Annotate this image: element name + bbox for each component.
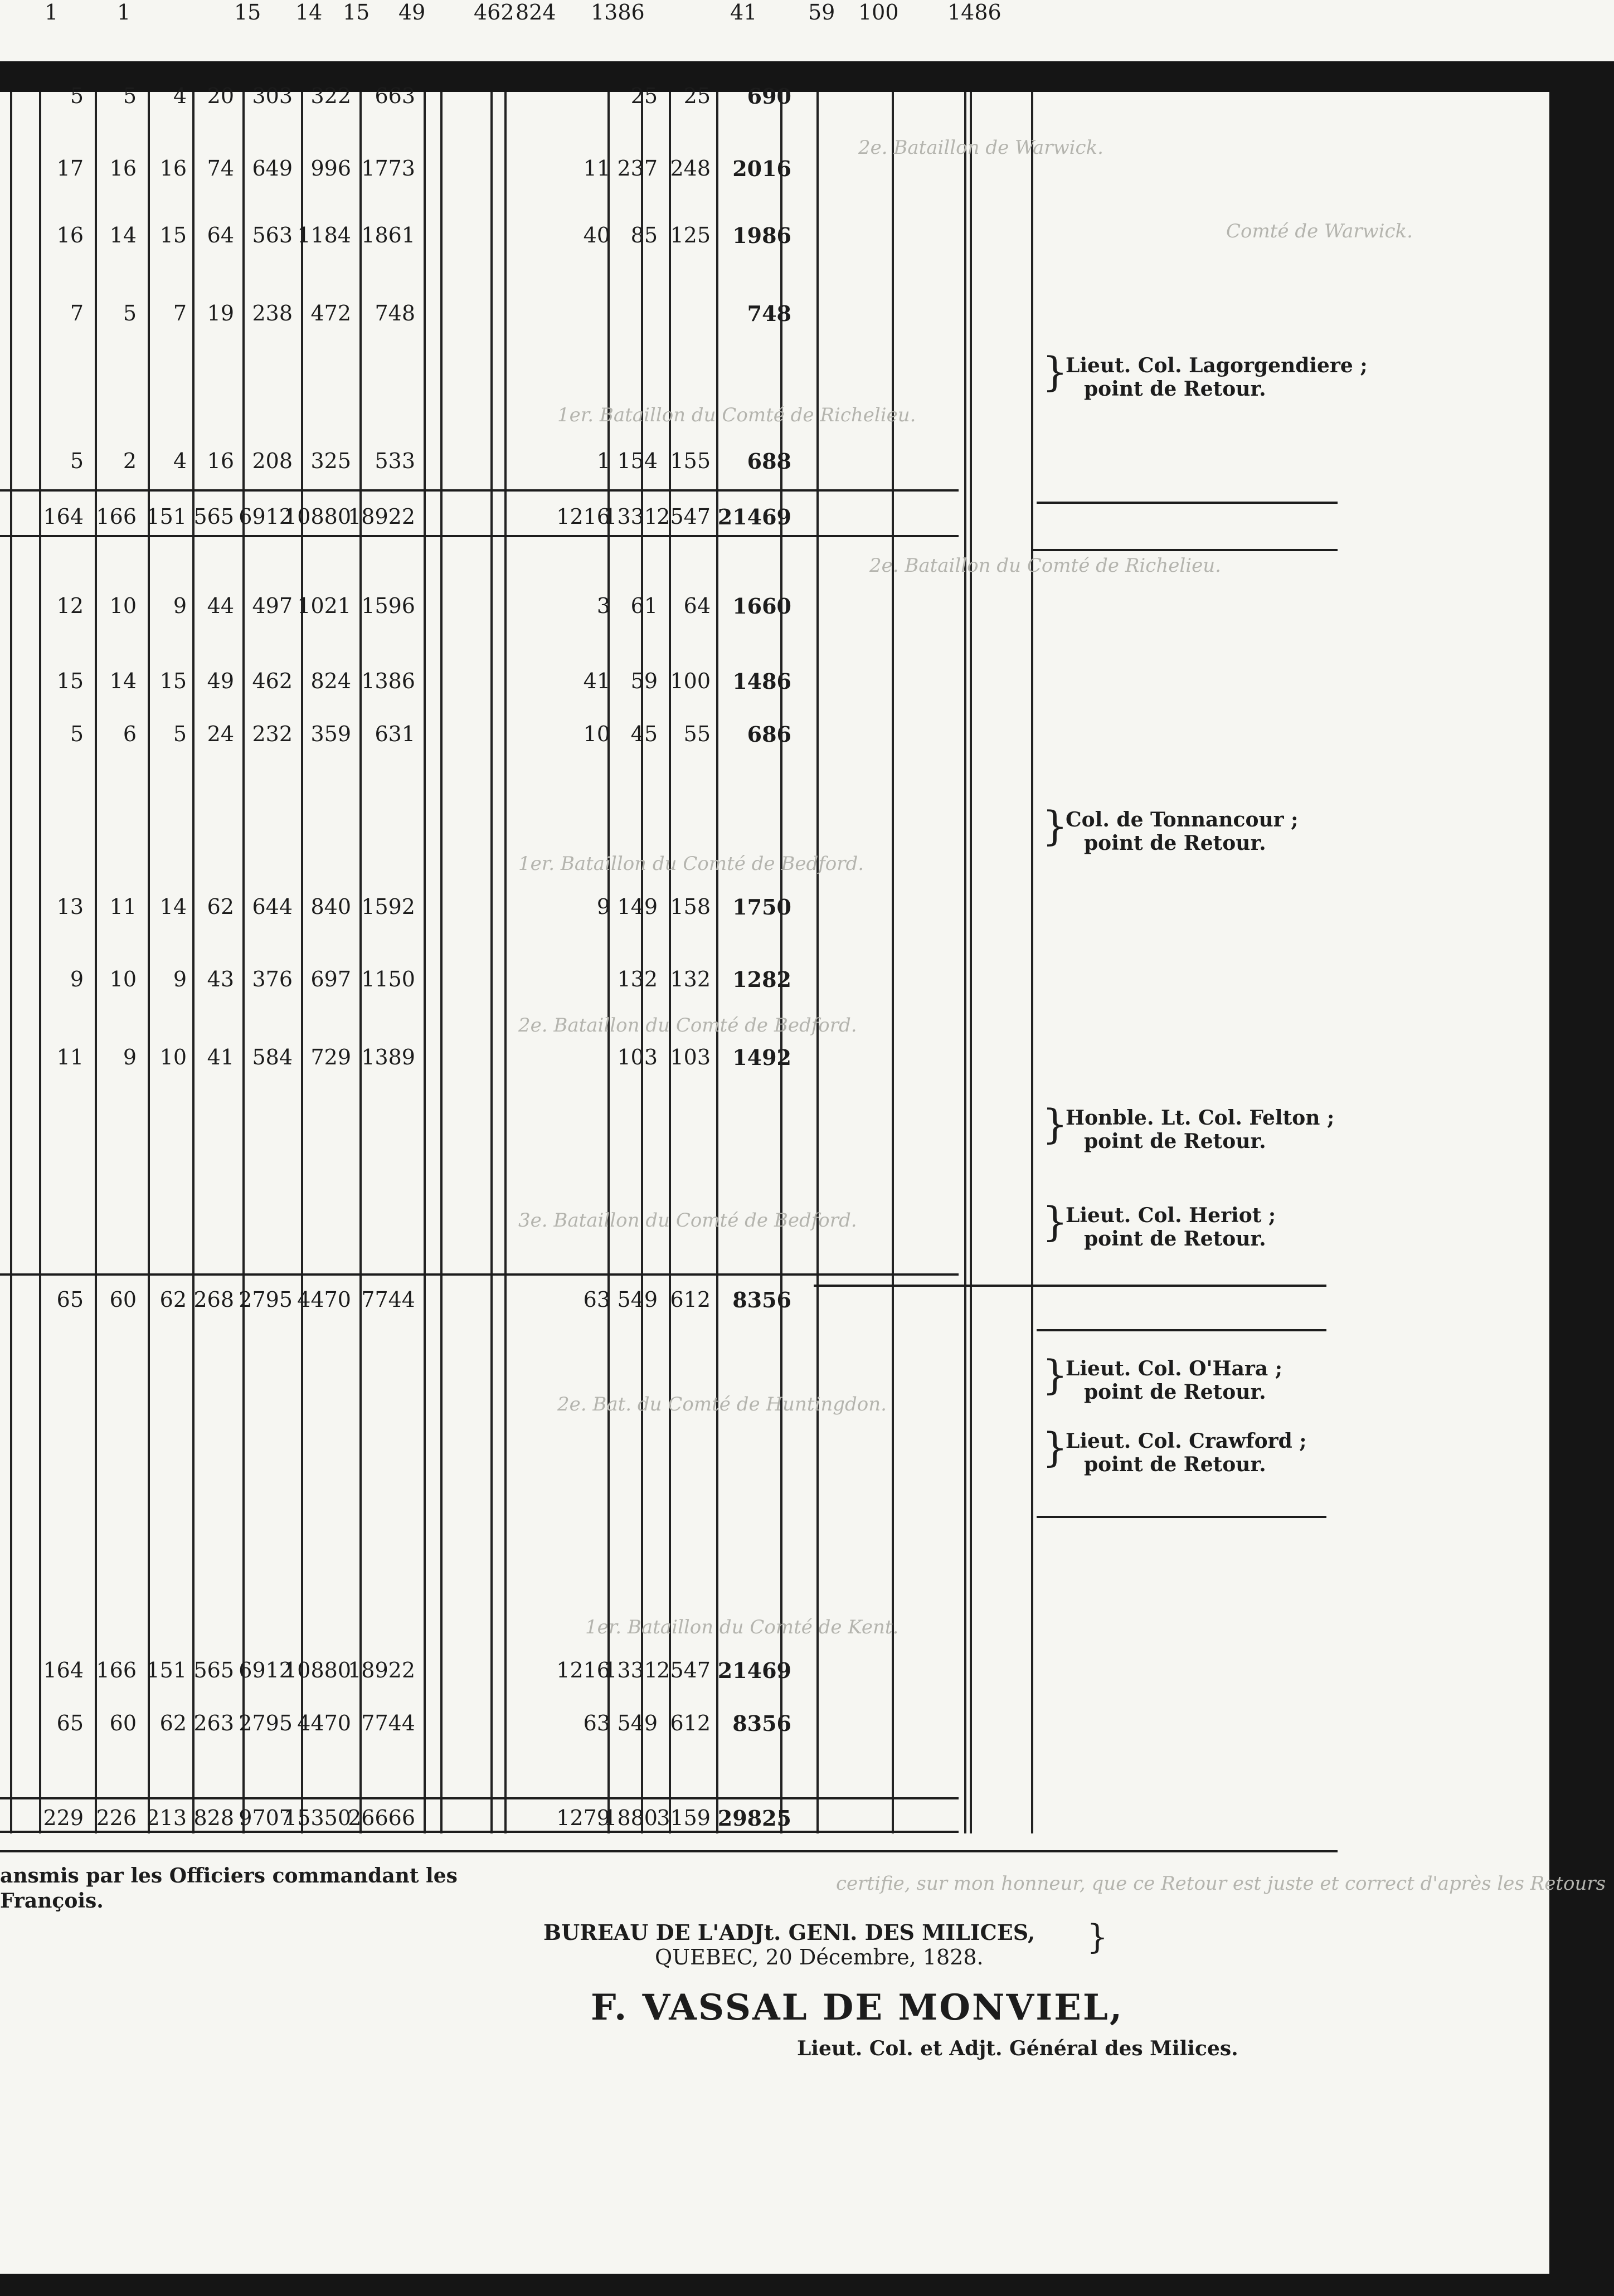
- table-cell: 2016: [732, 156, 791, 181]
- table-cell: 686: [747, 722, 791, 747]
- table-cell: 565: [193, 1658, 234, 1682]
- table-cell: 10: [109, 967, 137, 991]
- signature-title: Lieut. Col. et Adjt. Général des Milices.: [797, 2037, 1238, 2060]
- remark-line2: point de Retour.: [1084, 1380, 1266, 1404]
- table-cell: 1: [596, 449, 610, 473]
- row-rule: [814, 1285, 1326, 1287]
- table-cell: 6: [123, 722, 137, 746]
- table-cell: 472: [310, 301, 351, 325]
- scan-right-border: [1549, 61, 1614, 2296]
- table-cell: 5: [123, 84, 137, 108]
- table-cell: 41: [583, 669, 610, 693]
- table-cell: 13: [56, 894, 84, 919]
- table-cell: 828: [193, 1806, 234, 1830]
- remark-line1: Lieut. Col. Crawford ;: [1066, 1429, 1307, 1453]
- table-cell: 303: [252, 84, 293, 108]
- table-cell: 14: [109, 669, 137, 693]
- table-cell: 268: [193, 1287, 234, 1312]
- table-cell: 21469: [717, 504, 791, 529]
- table-cell: 14: [159, 894, 187, 919]
- table-cell: 697: [310, 967, 351, 991]
- table-cell: 1596: [361, 594, 415, 618]
- table-cell: 2795: [239, 1711, 293, 1735]
- table-cell: 549: [617, 1287, 658, 1312]
- table-cell: 15: [234, 0, 261, 25]
- remark-line2: point de Retour.: [1084, 1130, 1266, 1153]
- table-cell: 25: [683, 84, 711, 108]
- table-cell: 63: [583, 1711, 610, 1735]
- table-cell: 649: [252, 156, 293, 181]
- table-cell: 9: [123, 1045, 137, 1069]
- table-cell: 497: [252, 594, 293, 618]
- table-cell: 59: [630, 669, 658, 693]
- table-cell: 62: [207, 894, 234, 919]
- column-rule: [816, 92, 819, 1833]
- table-cell: 631: [375, 722, 415, 746]
- table-cell: 41: [730, 0, 757, 25]
- table-cell: 1592: [361, 894, 415, 919]
- table-cell: 62: [159, 1711, 187, 1735]
- table-cell: 149: [617, 894, 658, 919]
- table-cell: 238: [252, 301, 293, 325]
- table-cell: 151: [146, 504, 187, 529]
- table-cell: 19: [207, 301, 234, 325]
- table-cell: 996: [310, 156, 351, 181]
- column-rule: [490, 92, 493, 1833]
- table-cell: 584: [252, 1045, 293, 1069]
- table-cell: 164: [43, 1658, 84, 1682]
- table-cell: 1184: [297, 223, 351, 247]
- table-cell: 2547: [657, 504, 711, 529]
- row-rule: [0, 1797, 959, 1799]
- remark-line2: point de Retour.: [1084, 1453, 1266, 1476]
- column-rule: [892, 92, 894, 1833]
- row-rule: [0, 535, 959, 537]
- table-cell: 44: [207, 594, 234, 618]
- table-cell: 15: [56, 669, 84, 693]
- row-rule: [0, 1831, 959, 1833]
- table-cell: 164: [43, 504, 84, 529]
- table-cell: 158: [670, 894, 711, 919]
- table-cell: 10: [159, 1045, 187, 1069]
- table-cell: 59: [808, 0, 835, 25]
- table-cell: 6912: [239, 1658, 293, 1682]
- table-cell: 60: [109, 1711, 137, 1735]
- table-cell: 1486: [947, 0, 1002, 25]
- table-cell: 1386: [361, 669, 415, 693]
- table-cell: 9: [70, 967, 84, 991]
- column-rule: [359, 92, 362, 1833]
- table-cell: 103: [670, 1045, 711, 1069]
- column-rule: [39, 92, 41, 1833]
- table-cell: 154: [617, 449, 658, 473]
- table-cell: 612: [670, 1711, 711, 1735]
- table-cell: 232: [252, 722, 293, 746]
- table-cell: 16: [159, 156, 187, 181]
- row-rule: [1031, 549, 1338, 551]
- table-cell: 1750: [732, 894, 791, 920]
- table-cell: 1861: [361, 223, 415, 247]
- remark-brace: }: [1042, 1351, 1068, 1398]
- table-cell: 18922: [348, 504, 415, 529]
- table-cell: 376: [252, 967, 293, 991]
- table-cell: 3159: [657, 1806, 711, 1830]
- table-cell: 45: [630, 722, 658, 746]
- table-cell: 729: [310, 1045, 351, 1069]
- footer-note-line1: ansmis par les Officiers commandant les: [0, 1864, 458, 1888]
- table-cell: 1216: [556, 504, 610, 529]
- table-cell: 8356: [732, 1287, 791, 1312]
- table-cell: 1331: [604, 504, 658, 529]
- column-rule: [192, 92, 195, 1833]
- remark-line2: point de Retour.: [1084, 1227, 1266, 1251]
- table-cell: 7: [70, 301, 84, 325]
- table-cell: 21469: [717, 1658, 791, 1683]
- table-cell: 5: [70, 84, 84, 108]
- table-cell: 549: [617, 1711, 658, 1735]
- table-cell: 132: [617, 967, 658, 991]
- column-rule: [970, 92, 972, 1833]
- table-cell: 15: [159, 669, 187, 693]
- table-cell: 65: [56, 1287, 84, 1312]
- table-cell: 5: [70, 449, 84, 473]
- table-cell: 10: [109, 594, 137, 618]
- table-cell: 166: [96, 504, 137, 529]
- table-cell: 263: [193, 1711, 234, 1735]
- table-cell: 563: [252, 223, 293, 247]
- table-cell: 9: [596, 894, 610, 919]
- column-rule: [964, 92, 966, 1833]
- scan-bottom-border: [0, 2274, 1614, 2296]
- table-cell: 213: [146, 1806, 187, 1830]
- table-cell: 4: [173, 84, 187, 108]
- table-cell: 64: [207, 223, 234, 247]
- remark-line1: Honble. Lt. Col. Felton ;: [1066, 1106, 1335, 1130]
- table-cell: 20: [207, 84, 234, 108]
- remark-line1: Col. de Tonnancour ;: [1066, 808, 1299, 831]
- table-cell: 55: [683, 722, 711, 746]
- table-cell: 1660: [732, 594, 791, 619]
- column-rule: [440, 92, 443, 1833]
- table-cell: 132: [670, 967, 711, 991]
- table-cell: 2: [123, 449, 137, 473]
- table-cell: 16: [109, 156, 137, 181]
- table-cell: 1492: [732, 1045, 791, 1070]
- table-cell: 1216: [556, 1658, 610, 1682]
- table-cell: 2547: [657, 1658, 711, 1682]
- table-cell: 533: [375, 449, 415, 473]
- table-cell: 7744: [361, 1287, 415, 1312]
- table-cell: 16: [207, 449, 234, 473]
- table-cell: 208: [252, 449, 293, 473]
- table-cell: 155: [670, 449, 711, 473]
- table-cell: 15350: [284, 1806, 351, 1830]
- table-cell: 462: [252, 669, 293, 693]
- table-cell: 9707: [239, 1806, 293, 1830]
- table-cell: 18922: [348, 1658, 415, 1682]
- column-rule: [424, 92, 426, 1833]
- table-cell: 62: [159, 1287, 187, 1312]
- column-rule: [95, 92, 97, 1833]
- remark-brace: }: [1042, 802, 1068, 849]
- table-cell: 565: [193, 504, 234, 529]
- table-cell: 322: [310, 84, 351, 108]
- table-cell: 49: [207, 669, 234, 693]
- table-cell: 9: [173, 967, 187, 991]
- table-cell: 40: [583, 223, 610, 247]
- column-rule: [716, 92, 718, 1833]
- table-cell: 26666: [348, 1806, 415, 1830]
- column-rule: [242, 92, 245, 1833]
- table-cell: 10: [583, 722, 610, 746]
- table-cell: 663: [375, 84, 415, 108]
- table-cell: 14: [109, 223, 137, 247]
- table-cell: 1773: [361, 156, 415, 181]
- table-cell: 41: [207, 1045, 234, 1069]
- table-cell: 166: [96, 1658, 137, 1682]
- table-cell: 1386: [591, 0, 645, 25]
- table-cell: 229: [43, 1806, 84, 1830]
- row-rule: [1037, 1329, 1326, 1331]
- table-cell: 4: [173, 449, 187, 473]
- table-cell: 325: [310, 449, 351, 473]
- table-cell: 7744: [361, 1711, 415, 1735]
- remark-brace: }: [1042, 1198, 1068, 1245]
- place-date-line: QUEBEC, 20 Décembre, 1828.: [655, 1945, 984, 1969]
- column-rule: [669, 92, 671, 1833]
- table-cell: 1331: [604, 1658, 658, 1682]
- remark-brace: }: [1042, 1101, 1068, 1147]
- remark-brace: }: [1042, 348, 1068, 395]
- table-cell: 15: [159, 223, 187, 247]
- table-cell: 24: [207, 722, 234, 746]
- column-rule: [780, 92, 782, 1833]
- table-cell: 4470: [297, 1711, 351, 1735]
- remark-line1: Lieut. Col. Lagorgendiere ;: [1066, 354, 1368, 377]
- row-rule: [0, 1273, 959, 1276]
- column-rule: [301, 92, 303, 1833]
- column-rule: [10, 92, 12, 1833]
- column-rule: [504, 92, 507, 1833]
- table-cell: 4470: [297, 1287, 351, 1312]
- table-cell: 1: [45, 0, 59, 25]
- footer-note-line2: François.: [0, 1889, 104, 1913]
- remark-line2: point de Retour.: [1084, 831, 1266, 855]
- table-cell: 11: [56, 1045, 84, 1069]
- table-cell: 10880: [284, 1658, 351, 1682]
- table-cell: 1389: [361, 1045, 415, 1069]
- table-cell: 14: [295, 0, 323, 25]
- remark-line2: point de Retour.: [1084, 377, 1266, 401]
- row-rule: [0, 489, 959, 492]
- table-cell: 748: [747, 301, 791, 326]
- scan-dark-edge: [0, 61, 1614, 92]
- table-cell: 43: [207, 967, 234, 991]
- table-cell: 100: [858, 0, 899, 25]
- table-cell: 60: [109, 1287, 137, 1312]
- table-cell: 11: [583, 156, 610, 181]
- table-cell: 824: [310, 669, 351, 693]
- table-cell: 840: [310, 894, 351, 919]
- table-cell: 63: [583, 1287, 610, 1312]
- table-cell: 64: [683, 594, 711, 618]
- table-cell: 226: [96, 1806, 137, 1830]
- table-cell: 6912: [239, 504, 293, 529]
- table-cell: 3: [596, 594, 610, 618]
- table-cell: 237: [617, 156, 658, 181]
- table-cell: 612: [670, 1287, 711, 1312]
- table-cell: 15: [343, 0, 370, 25]
- column-rule: [641, 92, 643, 1833]
- table-cell: 103: [617, 1045, 658, 1069]
- table-cell: 17: [56, 156, 84, 181]
- remark-line1: Lieut. Col. Heriot ;: [1066, 1204, 1276, 1227]
- table-cell: 5: [123, 301, 137, 325]
- bureau-line: BUREAU DE L'ADJt. GENl. DES MILICES,: [543, 1920, 1036, 1945]
- table-cell: 359: [310, 722, 351, 746]
- table-cell: 10880: [284, 504, 351, 529]
- table-cell: 690: [747, 84, 791, 109]
- table-cell: 1880: [604, 1806, 658, 1830]
- table-cell: 1021: [297, 594, 351, 618]
- table-cell: 462: [474, 0, 514, 25]
- remark-line1: Lieut. Col. O'Hara ;: [1066, 1357, 1283, 1380]
- table-cell: 9: [173, 594, 187, 618]
- table-cell: 644: [252, 894, 293, 919]
- table-cell: 65: [56, 1711, 84, 1735]
- table-cell: 11: [109, 894, 137, 919]
- table-cell: 16: [56, 223, 84, 247]
- table-cell: 824: [516, 0, 556, 25]
- signature: F. VASSAL DE MONVIEL,: [591, 1987, 1124, 2029]
- bureau-brace: }: [1087, 1918, 1109, 1957]
- table-cell: 2795: [239, 1287, 293, 1312]
- column-rule: [148, 92, 150, 1833]
- table-cell: 5: [173, 722, 187, 746]
- table-cell: 25: [630, 84, 658, 108]
- table-cell: 61: [630, 594, 658, 618]
- table-cell: 7: [173, 301, 187, 325]
- table-cell: 29825: [717, 1806, 791, 1831]
- table-cell: 1279: [556, 1806, 610, 1830]
- table-cell: 748: [375, 301, 415, 325]
- table-cell: 85: [630, 223, 658, 247]
- table-cell: 8356: [732, 1711, 791, 1736]
- table-cell: 688: [747, 449, 791, 474]
- row-rule: [1037, 502, 1338, 504]
- table-cell: 12: [56, 594, 84, 618]
- table-cell: 74: [207, 156, 234, 181]
- column-rule: [607, 92, 610, 1833]
- table-cell: 1: [117, 0, 131, 25]
- row-rule: [0, 1850, 1338, 1852]
- table-cell: 1282: [732, 967, 791, 992]
- table-cell: 49: [398, 0, 426, 25]
- column-rule: [1031, 92, 1033, 1833]
- table-cell: 1486: [732, 669, 791, 694]
- table-cell: 5: [70, 722, 84, 746]
- table-cell: 1150: [361, 967, 415, 991]
- table-cell: 151: [146, 1658, 187, 1682]
- remark-brace: }: [1042, 1424, 1068, 1471]
- table-cell: 100: [670, 669, 711, 693]
- table-cell: 125: [670, 223, 711, 247]
- table-cell: 248: [670, 156, 711, 181]
- row-rule: [1037, 1516, 1326, 1518]
- table-cell: 1986: [732, 223, 791, 248]
